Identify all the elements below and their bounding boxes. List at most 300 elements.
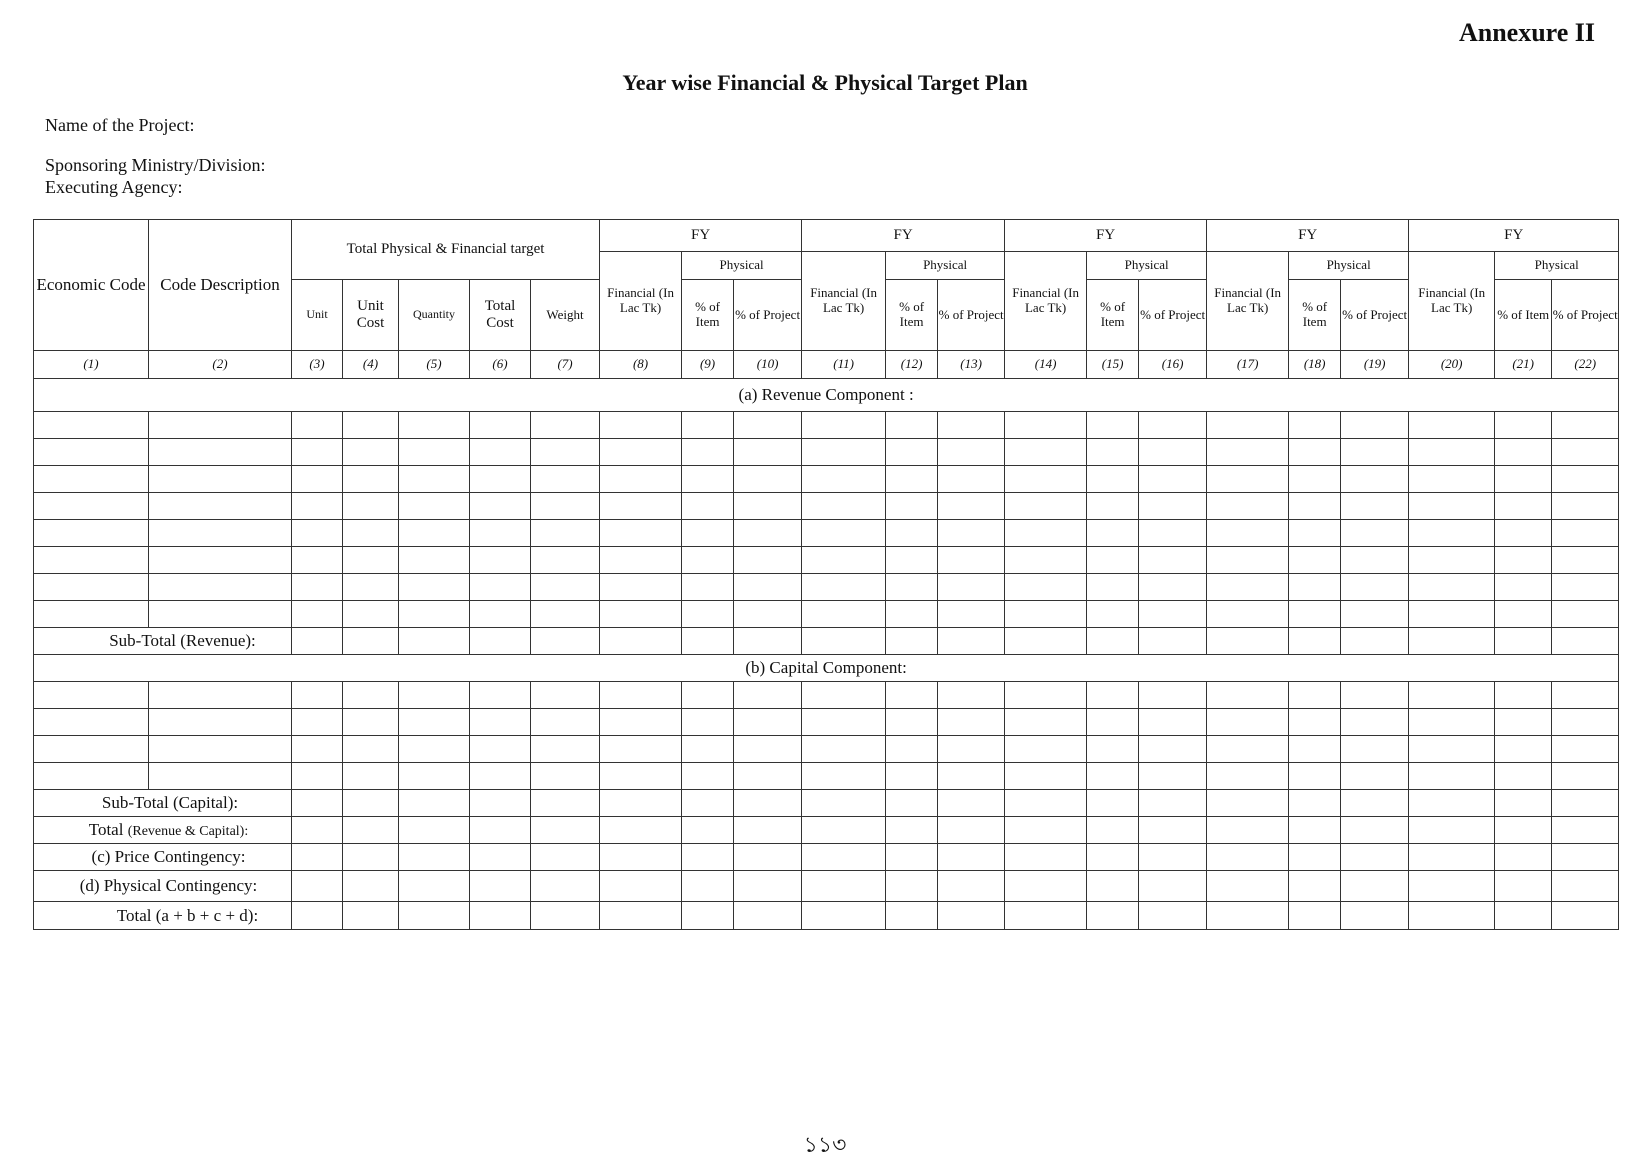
blank-cell[interactable] (1289, 520, 1341, 547)
blank-cell[interactable] (343, 871, 399, 902)
blank-cell[interactable] (1087, 709, 1139, 736)
blank-cell[interactable] (600, 790, 682, 817)
blank-cell[interactable] (1552, 790, 1619, 817)
blank-cell[interactable] (1087, 466, 1139, 493)
blank-cell[interactable] (1341, 412, 1409, 439)
blank-cell[interactable] (600, 763, 682, 790)
blank-cell[interactable] (734, 628, 802, 655)
blank-cell[interactable] (1289, 682, 1341, 709)
blank-cell[interactable] (682, 871, 734, 902)
blank-cell[interactable] (1005, 520, 1087, 547)
blank-cell[interactable] (292, 709, 343, 736)
blank-cell[interactable] (1139, 574, 1207, 601)
blank-cell[interactable] (802, 439, 886, 466)
blank-cell[interactable] (1552, 520, 1619, 547)
blank-cell[interactable] (886, 844, 938, 871)
blank-cell[interactable] (1005, 844, 1087, 871)
blank-cell[interactable] (531, 493, 600, 520)
blank-cell[interactable] (1139, 902, 1207, 930)
blank-cell[interactable] (292, 790, 343, 817)
blank-cell[interactable] (1409, 736, 1495, 763)
blank-cell[interactable] (1087, 844, 1139, 871)
blank-cell[interactable] (1409, 628, 1495, 655)
blank-cell[interactable] (886, 601, 938, 628)
blank-cell[interactable] (1289, 601, 1341, 628)
blank-cell[interactable] (531, 763, 600, 790)
blank-cell[interactable] (34, 412, 149, 439)
blank-cell[interactable] (886, 574, 938, 601)
blank-cell[interactable] (1552, 682, 1619, 709)
blank-cell[interactable] (1409, 763, 1495, 790)
blank-cell[interactable] (1289, 871, 1341, 902)
blank-cell[interactable] (34, 763, 149, 790)
blank-cell[interactable] (1005, 547, 1087, 574)
blank-cell[interactable] (886, 682, 938, 709)
blank-cell[interactable] (343, 520, 399, 547)
blank-cell[interactable] (682, 709, 734, 736)
blank-cell[interactable] (1087, 628, 1139, 655)
blank-cell[interactable] (343, 736, 399, 763)
blank-cell[interactable] (682, 547, 734, 574)
blank-cell[interactable] (802, 736, 886, 763)
blank-cell[interactable] (1289, 790, 1341, 817)
blank-cell[interactable] (292, 493, 343, 520)
blank-cell[interactable] (1087, 902, 1139, 930)
blank-cell[interactable] (1087, 763, 1139, 790)
blank-cell[interactable] (343, 439, 399, 466)
blank-cell[interactable] (292, 682, 343, 709)
blank-cell[interactable] (1289, 763, 1341, 790)
blank-cell[interactable] (470, 520, 531, 547)
blank-cell[interactable] (1495, 817, 1552, 844)
blank-cell[interactable] (1409, 709, 1495, 736)
blank-cell[interactable] (682, 844, 734, 871)
blank-cell[interactable] (682, 628, 734, 655)
blank-cell[interactable] (938, 520, 1005, 547)
blank-cell[interactable] (343, 817, 399, 844)
blank-cell[interactable] (1207, 493, 1289, 520)
blank-cell[interactable] (1289, 412, 1341, 439)
blank-cell[interactable] (343, 902, 399, 930)
blank-cell[interactable] (1495, 601, 1552, 628)
blank-cell[interactable] (470, 763, 531, 790)
blank-cell[interactable] (470, 871, 531, 902)
blank-cell[interactable] (34, 439, 149, 466)
blank-cell[interactable] (1552, 493, 1619, 520)
blank-cell[interactable] (1207, 844, 1289, 871)
blank-cell[interactable] (734, 790, 802, 817)
blank-cell[interactable] (399, 736, 470, 763)
blank-cell[interactable] (149, 736, 292, 763)
blank-cell[interactable] (1409, 439, 1495, 466)
blank-cell[interactable] (1289, 466, 1341, 493)
blank-cell[interactable] (1409, 790, 1495, 817)
blank-cell[interactable] (1207, 439, 1289, 466)
blank-cell[interactable] (531, 871, 600, 902)
blank-cell[interactable] (1207, 520, 1289, 547)
blank-cell[interactable] (1005, 466, 1087, 493)
blank-cell[interactable] (886, 412, 938, 439)
blank-cell[interactable] (343, 682, 399, 709)
blank-cell[interactable] (1087, 790, 1139, 817)
blank-cell[interactable] (600, 736, 682, 763)
blank-cell[interactable] (1139, 790, 1207, 817)
blank-cell[interactable] (938, 817, 1005, 844)
blank-cell[interactable] (1005, 412, 1087, 439)
blank-cell[interactable] (734, 601, 802, 628)
blank-cell[interactable] (682, 601, 734, 628)
blank-cell[interactable] (600, 871, 682, 902)
blank-cell[interactable] (470, 682, 531, 709)
blank-cell[interactable] (1341, 790, 1409, 817)
blank-cell[interactable] (734, 574, 802, 601)
blank-cell[interactable] (531, 628, 600, 655)
blank-cell[interactable] (682, 763, 734, 790)
blank-cell[interactable] (734, 547, 802, 574)
blank-cell[interactable] (1341, 547, 1409, 574)
blank-cell[interactable] (1495, 628, 1552, 655)
blank-cell[interactable] (292, 817, 343, 844)
blank-cell[interactable] (292, 601, 343, 628)
blank-cell[interactable] (682, 520, 734, 547)
blank-cell[interactable] (531, 547, 600, 574)
blank-cell[interactable] (1495, 412, 1552, 439)
blank-cell[interactable] (1409, 601, 1495, 628)
blank-cell[interactable] (1139, 547, 1207, 574)
blank-cell[interactable] (149, 520, 292, 547)
blank-cell[interactable] (600, 628, 682, 655)
blank-cell[interactable] (531, 574, 600, 601)
blank-cell[interactable] (292, 902, 343, 930)
blank-cell[interactable] (1087, 493, 1139, 520)
blank-cell[interactable] (149, 682, 292, 709)
blank-cell[interactable] (1552, 736, 1619, 763)
blank-cell[interactable] (938, 493, 1005, 520)
blank-cell[interactable] (802, 412, 886, 439)
blank-cell[interactable] (1139, 628, 1207, 655)
blank-cell[interactable] (1087, 736, 1139, 763)
blank-cell[interactable] (531, 520, 600, 547)
blank-cell[interactable] (682, 412, 734, 439)
blank-cell[interactable] (1495, 493, 1552, 520)
blank-cell[interactable] (470, 574, 531, 601)
blank-cell[interactable] (600, 574, 682, 601)
blank-cell[interactable] (600, 601, 682, 628)
blank-cell[interactable] (1552, 817, 1619, 844)
blank-cell[interactable] (734, 709, 802, 736)
blank-cell[interactable] (34, 601, 149, 628)
blank-cell[interactable] (1289, 439, 1341, 466)
blank-cell[interactable] (1087, 439, 1139, 466)
blank-cell[interactable] (600, 466, 682, 493)
blank-cell[interactable] (600, 439, 682, 466)
blank-cell[interactable] (399, 547, 470, 574)
blank-cell[interactable] (1005, 790, 1087, 817)
blank-cell[interactable] (734, 763, 802, 790)
blank-cell[interactable] (886, 736, 938, 763)
blank-cell[interactable] (149, 574, 292, 601)
blank-cell[interactable] (682, 574, 734, 601)
blank-cell[interactable] (1341, 736, 1409, 763)
blank-cell[interactable] (938, 628, 1005, 655)
blank-cell[interactable] (470, 817, 531, 844)
blank-cell[interactable] (1207, 871, 1289, 902)
blank-cell[interactable] (1005, 574, 1087, 601)
blank-cell[interactable] (1552, 439, 1619, 466)
blank-cell[interactable] (734, 736, 802, 763)
blank-cell[interactable] (886, 520, 938, 547)
blank-cell[interactable] (1005, 601, 1087, 628)
blank-cell[interactable] (1341, 520, 1409, 547)
blank-cell[interactable] (1139, 493, 1207, 520)
blank-cell[interactable] (531, 466, 600, 493)
blank-cell[interactable] (802, 547, 886, 574)
blank-cell[interactable] (34, 547, 149, 574)
blank-cell[interactable] (682, 493, 734, 520)
blank-cell[interactable] (1087, 682, 1139, 709)
blank-cell[interactable] (34, 574, 149, 601)
blank-cell[interactable] (682, 466, 734, 493)
blank-cell[interactable] (343, 547, 399, 574)
blank-cell[interactable] (1341, 844, 1409, 871)
blank-cell[interactable] (1552, 412, 1619, 439)
blank-cell[interactable] (938, 790, 1005, 817)
blank-cell[interactable] (1409, 682, 1495, 709)
blank-cell[interactable] (531, 682, 600, 709)
blank-cell[interactable] (343, 844, 399, 871)
blank-cell[interactable] (1341, 601, 1409, 628)
blank-cell[interactable] (149, 439, 292, 466)
blank-cell[interactable] (470, 547, 531, 574)
blank-cell[interactable] (886, 763, 938, 790)
blank-cell[interactable] (1341, 439, 1409, 466)
blank-cell[interactable] (1341, 709, 1409, 736)
blank-cell[interactable] (886, 817, 938, 844)
blank-cell[interactable] (802, 790, 886, 817)
blank-cell[interactable] (1495, 871, 1552, 902)
blank-cell[interactable] (1495, 547, 1552, 574)
blank-cell[interactable] (1139, 466, 1207, 493)
blank-cell[interactable] (1341, 574, 1409, 601)
blank-cell[interactable] (1289, 902, 1341, 930)
blank-cell[interactable] (343, 493, 399, 520)
blank-cell[interactable] (1495, 790, 1552, 817)
blank-cell[interactable] (1495, 736, 1552, 763)
blank-cell[interactable] (1552, 601, 1619, 628)
blank-cell[interactable] (1207, 547, 1289, 574)
blank-cell[interactable] (34, 709, 149, 736)
blank-cell[interactable] (292, 844, 343, 871)
blank-cell[interactable] (938, 547, 1005, 574)
blank-cell[interactable] (886, 790, 938, 817)
blank-cell[interactable] (938, 736, 1005, 763)
blank-cell[interactable] (399, 817, 470, 844)
blank-cell[interactable] (1552, 574, 1619, 601)
blank-cell[interactable] (682, 439, 734, 466)
blank-cell[interactable] (149, 709, 292, 736)
blank-cell[interactable] (1207, 628, 1289, 655)
blank-cell[interactable] (343, 790, 399, 817)
blank-cell[interactable] (34, 466, 149, 493)
blank-cell[interactable] (682, 902, 734, 930)
blank-cell[interactable] (1207, 574, 1289, 601)
blank-cell[interactable] (734, 902, 802, 930)
blank-cell[interactable] (1341, 493, 1409, 520)
blank-cell[interactable] (1341, 817, 1409, 844)
blank-cell[interactable] (886, 871, 938, 902)
blank-cell[interactable] (734, 871, 802, 902)
blank-cell[interactable] (938, 439, 1005, 466)
blank-cell[interactable] (399, 493, 470, 520)
blank-cell[interactable] (1087, 601, 1139, 628)
blank-cell[interactable] (1087, 817, 1139, 844)
blank-cell[interactable] (600, 493, 682, 520)
blank-cell[interactable] (1341, 871, 1409, 902)
blank-cell[interactable] (734, 844, 802, 871)
blank-cell[interactable] (1005, 493, 1087, 520)
blank-cell[interactable] (1207, 736, 1289, 763)
blank-cell[interactable] (1289, 574, 1341, 601)
blank-cell[interactable] (1552, 628, 1619, 655)
blank-cell[interactable] (1005, 736, 1087, 763)
blank-cell[interactable] (399, 520, 470, 547)
blank-cell[interactable] (886, 709, 938, 736)
blank-cell[interactable] (1495, 574, 1552, 601)
blank-cell[interactable] (343, 466, 399, 493)
blank-cell[interactable] (399, 790, 470, 817)
blank-cell[interactable] (1341, 902, 1409, 930)
blank-cell[interactable] (1139, 439, 1207, 466)
blank-cell[interactable] (1289, 817, 1341, 844)
blank-cell[interactable] (1552, 902, 1619, 930)
blank-cell[interactable] (1139, 682, 1207, 709)
blank-cell[interactable] (470, 844, 531, 871)
blank-cell[interactable] (1139, 871, 1207, 902)
blank-cell[interactable] (938, 902, 1005, 930)
blank-cell[interactable] (734, 817, 802, 844)
blank-cell[interactable] (1495, 709, 1552, 736)
blank-cell[interactable] (600, 547, 682, 574)
blank-cell[interactable] (600, 902, 682, 930)
blank-cell[interactable] (1207, 709, 1289, 736)
blank-cell[interactable] (34, 520, 149, 547)
blank-cell[interactable] (399, 601, 470, 628)
blank-cell[interactable] (399, 412, 470, 439)
blank-cell[interactable] (1409, 902, 1495, 930)
blank-cell[interactable] (802, 902, 886, 930)
blank-cell[interactable] (292, 574, 343, 601)
blank-cell[interactable] (292, 466, 343, 493)
blank-cell[interactable] (682, 817, 734, 844)
blank-cell[interactable] (34, 736, 149, 763)
blank-cell[interactable] (600, 817, 682, 844)
blank-cell[interactable] (1207, 601, 1289, 628)
blank-cell[interactable] (1207, 763, 1289, 790)
blank-cell[interactable] (938, 871, 1005, 902)
blank-cell[interactable] (938, 601, 1005, 628)
blank-cell[interactable] (470, 736, 531, 763)
blank-cell[interactable] (531, 736, 600, 763)
blank-cell[interactable] (1005, 871, 1087, 902)
blank-cell[interactable] (938, 709, 1005, 736)
blank-cell[interactable] (734, 520, 802, 547)
blank-cell[interactable] (600, 709, 682, 736)
blank-cell[interactable] (531, 790, 600, 817)
blank-cell[interactable] (1139, 709, 1207, 736)
blank-cell[interactable] (1409, 574, 1495, 601)
blank-cell[interactable] (682, 682, 734, 709)
blank-cell[interactable] (1495, 844, 1552, 871)
blank-cell[interactable] (1341, 682, 1409, 709)
blank-cell[interactable] (1552, 871, 1619, 902)
blank-cell[interactable] (292, 520, 343, 547)
blank-cell[interactable] (1495, 763, 1552, 790)
blank-cell[interactable] (531, 902, 600, 930)
blank-cell[interactable] (1495, 520, 1552, 547)
blank-cell[interactable] (531, 412, 600, 439)
blank-cell[interactable] (600, 682, 682, 709)
blank-cell[interactable] (802, 844, 886, 871)
blank-cell[interactable] (531, 601, 600, 628)
blank-cell[interactable] (1495, 682, 1552, 709)
blank-cell[interactable] (1005, 709, 1087, 736)
blank-cell[interactable] (600, 412, 682, 439)
blank-cell[interactable] (802, 574, 886, 601)
blank-cell[interactable] (1139, 736, 1207, 763)
blank-cell[interactable] (1139, 844, 1207, 871)
blank-cell[interactable] (292, 412, 343, 439)
blank-cell[interactable] (470, 412, 531, 439)
blank-cell[interactable] (531, 844, 600, 871)
blank-cell[interactable] (1005, 817, 1087, 844)
blank-cell[interactable] (1289, 844, 1341, 871)
blank-cell[interactable] (1139, 817, 1207, 844)
blank-cell[interactable] (1409, 466, 1495, 493)
blank-cell[interactable] (292, 628, 343, 655)
blank-cell[interactable] (802, 493, 886, 520)
blank-cell[interactable] (1005, 763, 1087, 790)
blank-cell[interactable] (531, 439, 600, 466)
blank-cell[interactable] (343, 412, 399, 439)
blank-cell[interactable] (802, 520, 886, 547)
blank-cell[interactable] (802, 682, 886, 709)
blank-cell[interactable] (1005, 439, 1087, 466)
blank-cell[interactable] (1207, 466, 1289, 493)
blank-cell[interactable] (1289, 736, 1341, 763)
blank-cell[interactable] (886, 439, 938, 466)
blank-cell[interactable] (802, 763, 886, 790)
blank-cell[interactable] (292, 547, 343, 574)
blank-cell[interactable] (600, 520, 682, 547)
blank-cell[interactable] (399, 763, 470, 790)
blank-cell[interactable] (149, 763, 292, 790)
blank-cell[interactable] (1409, 412, 1495, 439)
blank-cell[interactable] (149, 412, 292, 439)
blank-cell[interactable] (1087, 871, 1139, 902)
blank-cell[interactable] (802, 466, 886, 493)
blank-cell[interactable] (802, 709, 886, 736)
blank-cell[interactable] (470, 466, 531, 493)
blank-cell[interactable] (1495, 439, 1552, 466)
blank-cell[interactable] (886, 902, 938, 930)
blank-cell[interactable] (1289, 547, 1341, 574)
blank-cell[interactable] (802, 817, 886, 844)
blank-cell[interactable] (1552, 466, 1619, 493)
blank-cell[interactable] (1087, 412, 1139, 439)
blank-cell[interactable] (886, 466, 938, 493)
blank-cell[interactable] (734, 466, 802, 493)
blank-cell[interactable] (1005, 628, 1087, 655)
